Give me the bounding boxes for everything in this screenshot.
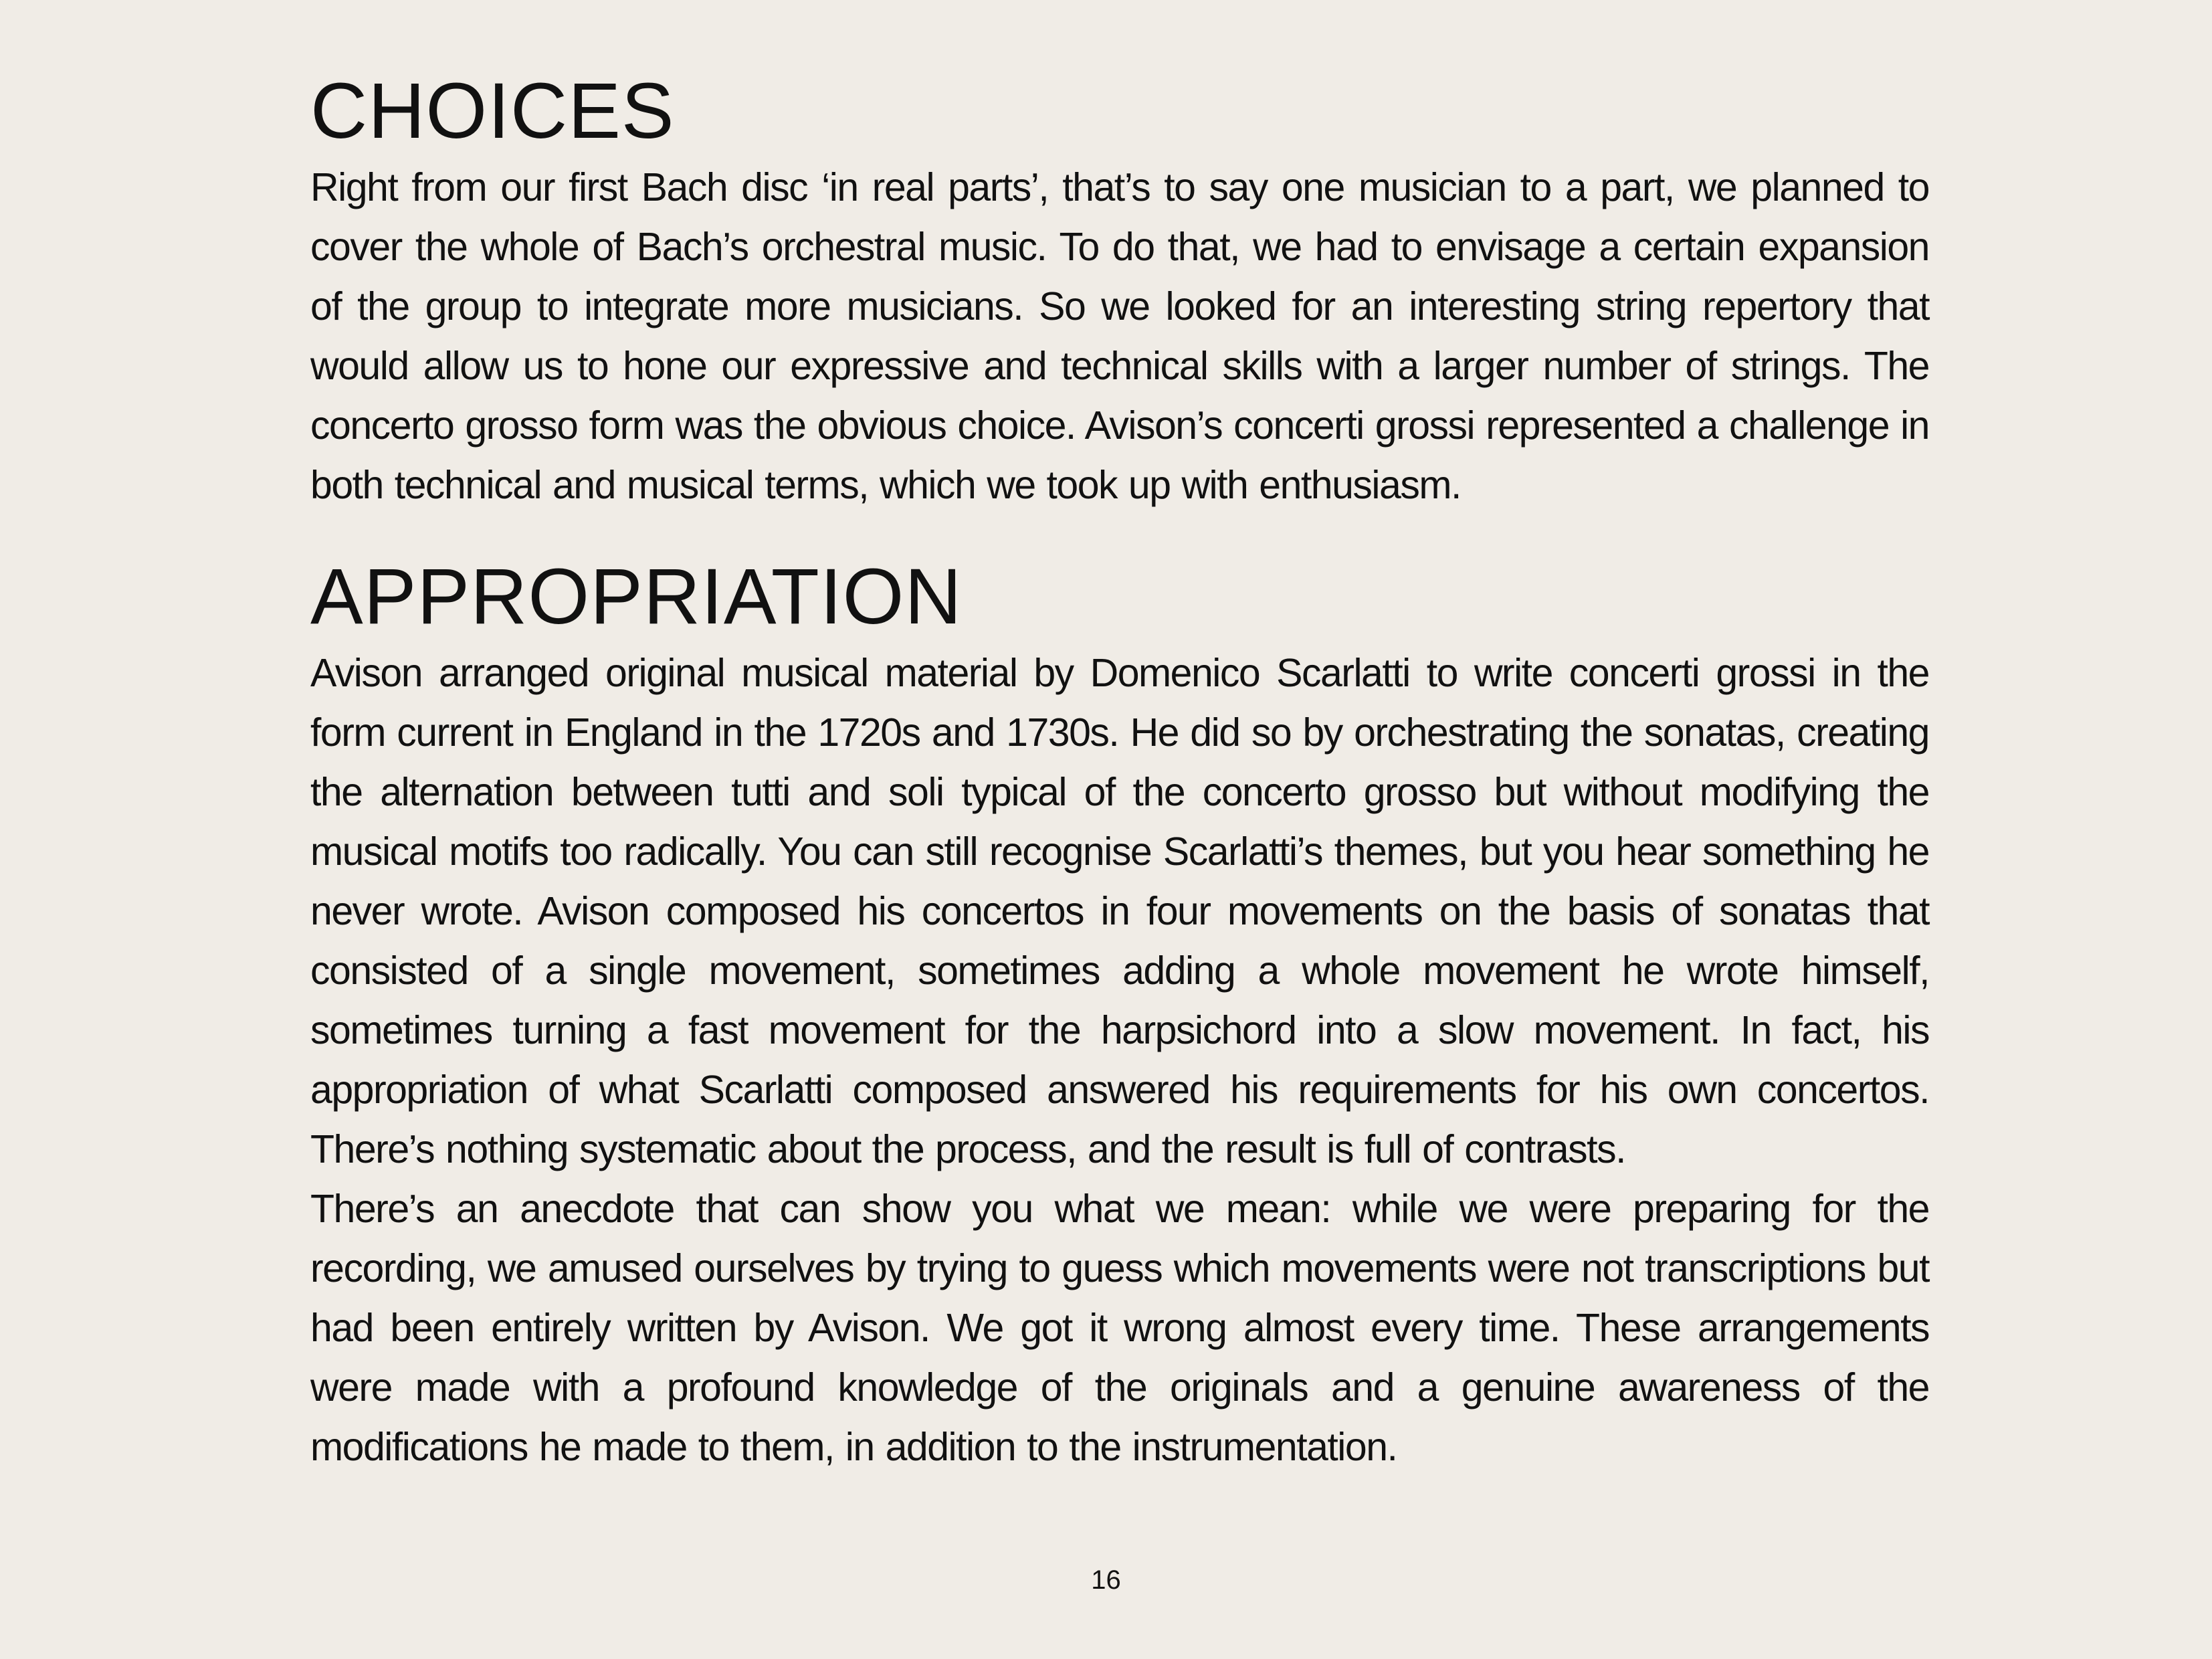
page-number: 16 [1091, 1565, 1121, 1595]
appropriation-paragraph-2: There’s an anecdote that can show you what we mean: while we were preparing for the recording, we amused ourselves by trying to guess which movements were not transcriptions but had been entirely written by Avison. We got it wrong almost every time. These arrangements were made with a profound knowledge of the originals and a genuine awareness of the modifications he made to them, in addition to the instrumentation. [310, 1187, 1929, 1469]
page-body [310, 64, 1929, 1477]
choices-paragraph: Right from our first Bach disc ‘in real parts’, that’s to say one musician to a part, we planned to cover the whole of Bach’s orchestral music. To do that, we had to envisage a certain expansion of the group to integrate more musicians. So we looked for an interesting string repertory that would allow us to hone our expressive and technical skills with a larger number of strings. The concerto grosso form was the obvious choice. Avison’s concerti grossi represented a challenge in both technical and musical terms, which we took up with enthusiasm. [310, 165, 1929, 507]
section-title-choices: CHOICES [310, 67, 675, 155]
appropriation-paragraph-1: Avison arranged original musical material by Domenico Scarlatti to write concerti grossi in the form current in England in the 1720s and 1730s. He did so by orchestrating the sonatas, creating the alternation between tutti and soli typical of the concerto grosso but without modifying the musical motifs too radically. You can still recognise Scarlatti’s themes, but you hear something he never wrote. Avison composed his concertos in four movements on the basis of sonatas that consisted of a single movement, sometimes adding a whole movement he wrote himself, sometimes turning a fast movement for the harpsichord into a slow movement. In fact, his appropriation of what Scarlatti composed answered his requirements for his own concertos. There’s nothing systematic about the process, and the result is full of contrasts. [310, 651, 1929, 1171]
section-title-appropriation: APPROPRIATION [310, 553, 963, 641]
